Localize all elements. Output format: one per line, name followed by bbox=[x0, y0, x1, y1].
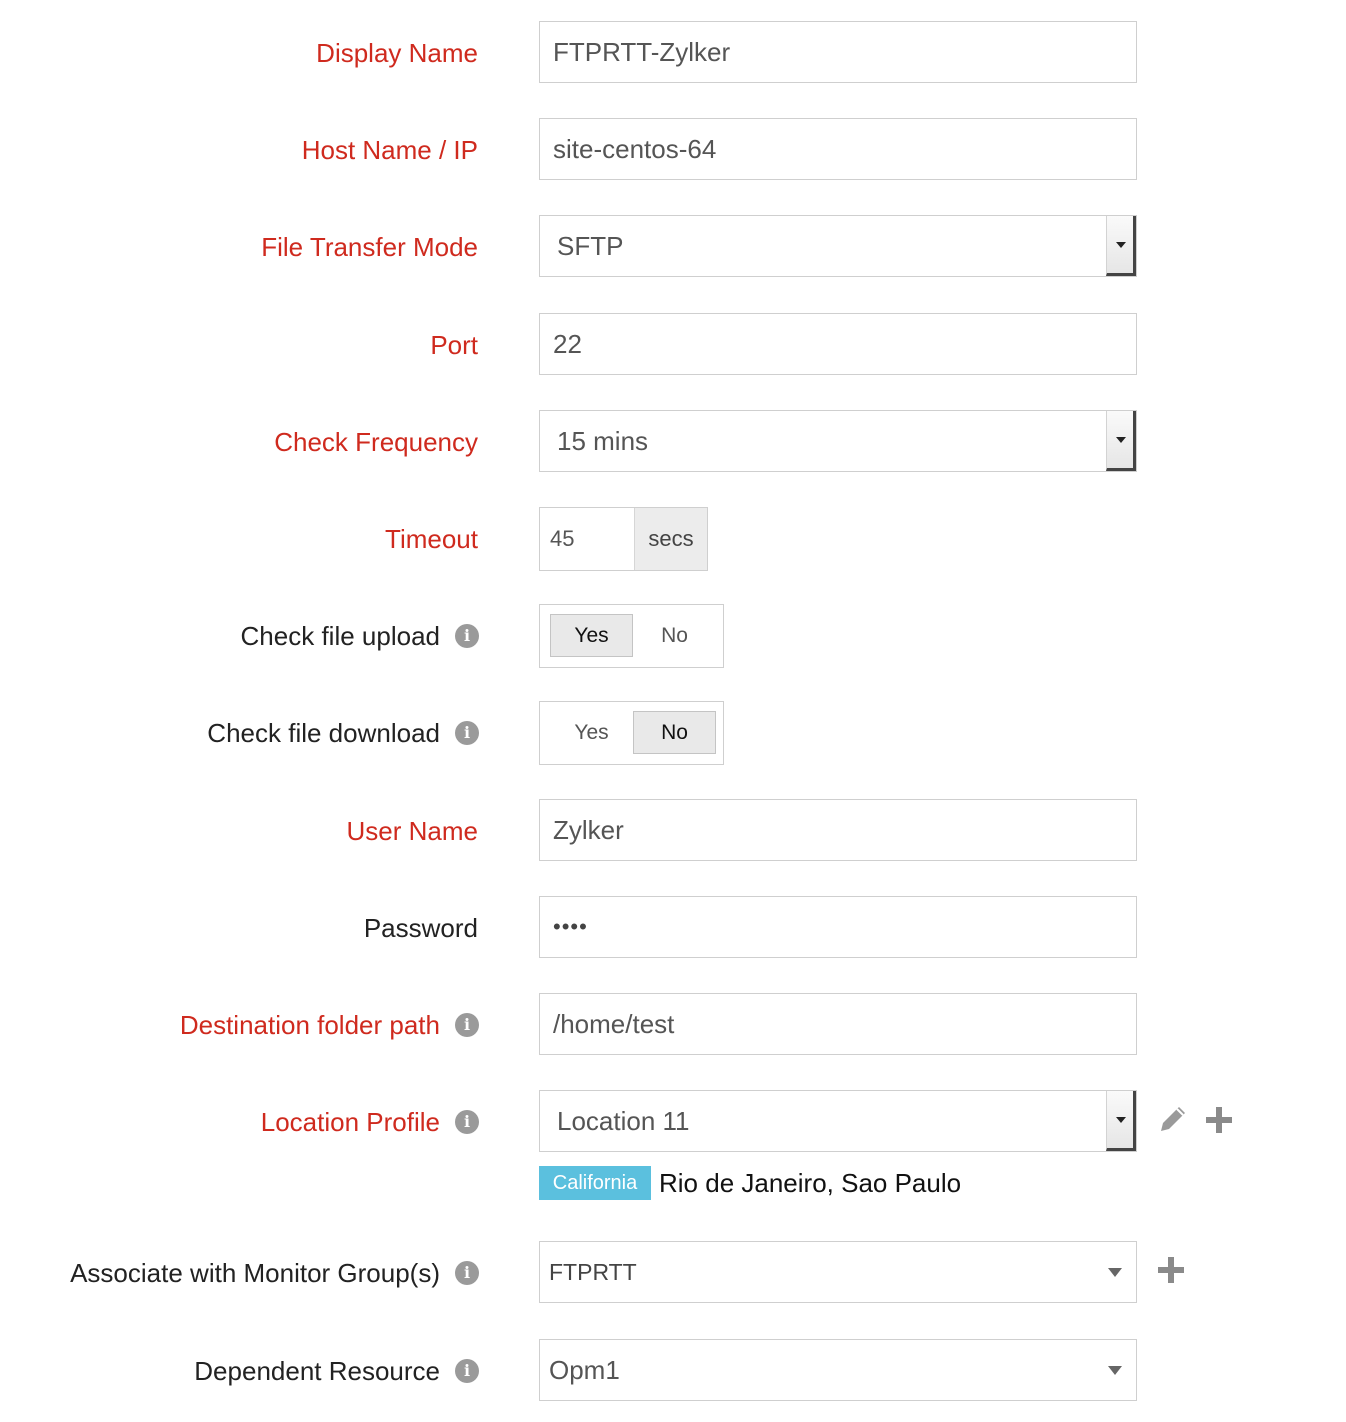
user-name-input[interactable]: Zylker bbox=[539, 799, 1137, 861]
password-row bbox=[0, 896, 1346, 960]
info-icon[interactable]: i bbox=[455, 624, 479, 648]
monitor-group-select[interactable] bbox=[539, 1241, 1137, 1303]
password-input[interactable]: •••• bbox=[539, 896, 1137, 958]
location-list-text: Rio de Janeiro, Sao Paulo bbox=[659, 1167, 962, 1198]
check-download-no-button[interactable]: No bbox=[633, 711, 716, 754]
check-upload-row bbox=[0, 604, 1346, 668]
info-icon[interactable]: i bbox=[455, 1359, 479, 1383]
timeout-label: Timeout bbox=[385, 523, 478, 554]
check-upload-no-button[interactable]: No bbox=[661, 623, 688, 647]
pencil-icon[interactable] bbox=[1157, 1103, 1189, 1135]
transfer-mode-label: File Transfer Mode bbox=[261, 231, 478, 262]
timeout-group bbox=[539, 507, 708, 571]
check-download-toggle bbox=[539, 701, 724, 765]
check-upload-label: Check file upload bbox=[240, 620, 440, 651]
user-name-row bbox=[0, 799, 1346, 863]
caret-down-icon[interactable] bbox=[1108, 1366, 1122, 1375]
dependent-resource-select[interactable] bbox=[539, 1339, 1137, 1401]
port-input[interactable]: 22 bbox=[539, 313, 1137, 375]
transfer-mode-row bbox=[0, 215, 1346, 279]
display-name-row bbox=[0, 21, 1346, 85]
location-profile-row bbox=[0, 1090, 1346, 1154]
dependent-resource-label: Dependent Resource bbox=[194, 1355, 440, 1386]
display-name-input[interactable]: FTPRTT-Zylker bbox=[539, 21, 1137, 83]
location-profile-label: Location Profile bbox=[260, 1106, 440, 1137]
info-icon[interactable]: i bbox=[455, 721, 479, 745]
check-upload-yes-button[interactable]: Yes bbox=[550, 614, 633, 657]
timeout-unit: secs bbox=[634, 508, 707, 570]
check-frequency-label: Check Frequency bbox=[274, 426, 478, 457]
monitor-group-label: Associate with Monitor Group(s) bbox=[70, 1257, 440, 1288]
check-frequency-select[interactable] bbox=[539, 410, 1137, 472]
destination-path-row bbox=[0, 993, 1346, 1057]
location-profile-value: Location 11 bbox=[557, 1105, 690, 1136]
port-row bbox=[0, 313, 1346, 377]
host-name-label: Host Name / IP bbox=[301, 134, 478, 165]
transfer-mode-value: SFTP bbox=[557, 230, 624, 261]
password-label: Password bbox=[363, 912, 478, 943]
caret-down-icon[interactable] bbox=[1106, 1091, 1136, 1151]
dependent-resource-row bbox=[0, 1339, 1346, 1403]
plus-icon[interactable] bbox=[1206, 1107, 1232, 1133]
timeout-row bbox=[0, 507, 1346, 571]
host-name-input[interactable]: site-centos-64 bbox=[539, 118, 1137, 180]
port-label: Port bbox=[430, 329, 478, 360]
monitor-group-row bbox=[0, 1241, 1346, 1305]
info-icon[interactable]: i bbox=[455, 1013, 479, 1037]
destination-path-input[interactable]: /home/test bbox=[539, 993, 1137, 1055]
transfer-mode-select[interactable] bbox=[539, 215, 1137, 277]
check-frequency-row bbox=[0, 410, 1346, 474]
check-frequency-value: 15 mins bbox=[557, 425, 649, 456]
user-name-label: User Name bbox=[346, 815, 478, 846]
destination-path-label: Destination folder path bbox=[179, 1009, 440, 1040]
caret-down-icon[interactable] bbox=[1108, 1268, 1122, 1277]
host-name-row bbox=[0, 118, 1346, 182]
check-upload-toggle bbox=[539, 604, 724, 668]
check-download-label: Check file download bbox=[207, 717, 440, 748]
location-tag-badge: California bbox=[539, 1166, 651, 1200]
monitor-group-value: FTPRTT bbox=[549, 1258, 637, 1285]
display-name-label: Display Name bbox=[316, 37, 478, 68]
check-download-row bbox=[0, 701, 1346, 765]
location-profile-select[interactable] bbox=[539, 1090, 1137, 1152]
plus-icon[interactable] bbox=[1158, 1257, 1184, 1283]
timeout-input[interactable]: 45 bbox=[550, 526, 575, 551]
info-icon[interactable]: i bbox=[455, 1110, 479, 1134]
caret-down-icon[interactable] bbox=[1106, 216, 1136, 276]
dependent-resource-value: Opm1 bbox=[549, 1354, 620, 1385]
caret-down-icon[interactable] bbox=[1106, 411, 1136, 471]
info-icon[interactable]: i bbox=[455, 1261, 479, 1285]
check-download-yes-button[interactable]: Yes bbox=[574, 720, 609, 744]
